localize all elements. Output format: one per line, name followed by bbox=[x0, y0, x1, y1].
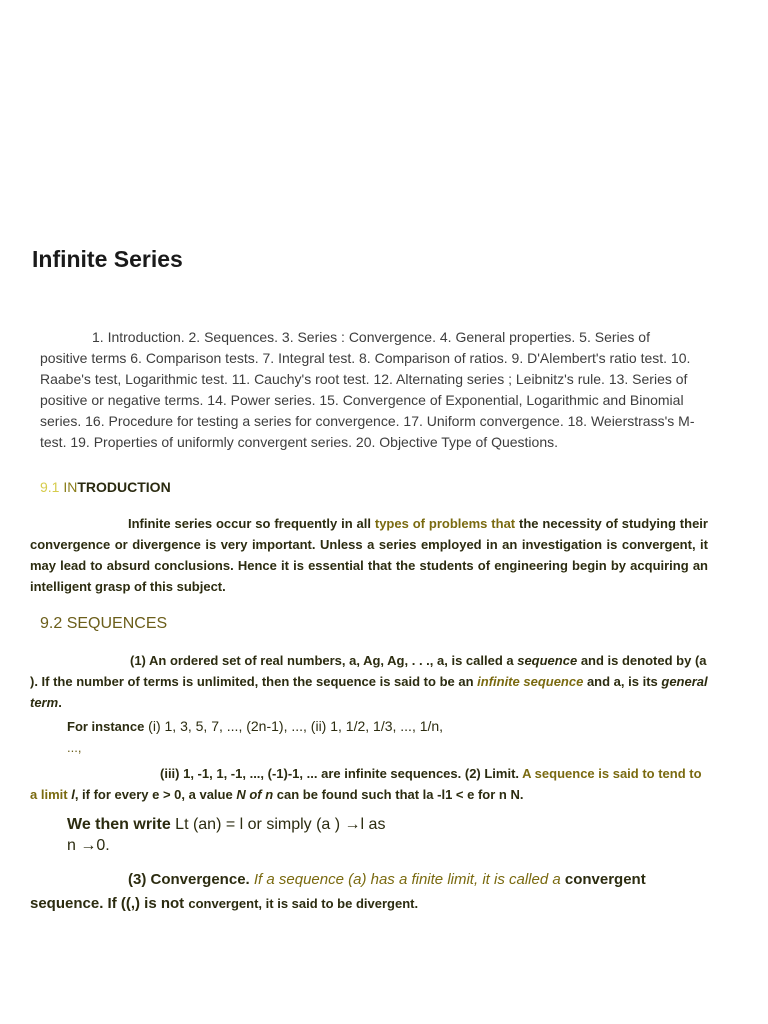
limit-text-e: can be found such that la -l1 < e for n N. bbox=[273, 787, 524, 802]
instance-text: (i) 1, 3, 5, 7, ..., (2n-1), ..., (ii) 1, 1/2, 1/3, ..., 1/n, bbox=[144, 718, 444, 734]
section-heading-prefix: IN bbox=[63, 479, 78, 495]
limit-text-b: A sequence is said to tend to a limit bbox=[30, 766, 702, 802]
write-label: We then write bbox=[67, 816, 171, 833]
conv-heading: (3) Convergence. bbox=[128, 871, 250, 888]
seq-text-a: (1) An ordered set of real numbers, a, Ag, Ag, . . ., a, is called a bbox=[130, 653, 518, 668]
examples-ellipsis: ..., bbox=[67, 740, 82, 755]
write-text: Lt (an) = l or simply (a ) →l as bbox=[170, 816, 386, 833]
limit-notation-line-2: n →0. bbox=[67, 837, 110, 854]
seq-term-sequence: sequence bbox=[517, 653, 578, 668]
seq-text-c: and a, is its bbox=[583, 674, 662, 689]
seq-text-d: . bbox=[58, 695, 62, 710]
intro-text-a: Infinite series occur so frequently in all bbox=[128, 516, 375, 531]
introduction-paragraph bbox=[30, 513, 708, 597]
section-heading-introduction bbox=[40, 479, 171, 495]
limit-symbol-l: l bbox=[71, 787, 75, 802]
intro-text-b: types of problems that bbox=[374, 516, 516, 531]
examples-line bbox=[67, 716, 707, 737]
conv-term: convergent bbox=[564, 871, 646, 888]
conv-text-e: convergent, it is said to be divergent. bbox=[188, 896, 419, 911]
seq-text-b: and is denoted by (a ). If the number of terms is unlimited, then the sequence is said to be an bbox=[30, 653, 707, 689]
limit-symbol-n: n bbox=[265, 787, 274, 802]
chapter-contents: 1. Introduction. 2. Sequences. 3. Series : Convergence. 4. General properties. 5. Series of positive terms 6. Comparison tests. 7. Integral test. 8. Comparison of ratios. 9. D'Alembert's ratio test. 10. Raabe's test, Logarithmic test. 11. Cauchy's root test. 12. Alternating series ; Leibnitz's rule. 13. Series of positive or negative terms. 14. Power series. 15. Convergence of Exponential, Logarithmic and Binomial series. 16. Procedure for testing a series for convergence. 17. Uniform convergence. 18. Weierstrass's M-test. 19. Properties of uniformly convergent series. 20. Objective Type of Questions. bbox=[40, 329, 695, 450]
limit-symbol-N: N bbox=[236, 787, 246, 802]
sequence-definition-paragraph bbox=[30, 650, 708, 713]
page-title: Infinite Series bbox=[32, 246, 183, 272]
instance-label: For instance bbox=[67, 719, 145, 734]
convergence-paragraph bbox=[30, 868, 708, 916]
limit-text-a: (iii) 1, -1, 1, -1, ..., (-1)-1, ... are infinite sequences. (2) Limit. bbox=[160, 766, 520, 781]
limit-text-c: , if for every e > 0, a value bbox=[74, 787, 237, 802]
conv-text-d: sequence. If ((,) is not bbox=[30, 895, 189, 912]
section-number: 9.1 bbox=[40, 479, 60, 495]
limit-text-d: of bbox=[245, 787, 266, 802]
seq-term-infinite: infinite sequence bbox=[477, 674, 584, 689]
limit-paragraph bbox=[30, 763, 708, 805]
section-heading-rest: TRODUCTION bbox=[77, 479, 171, 495]
intro-text-c: the necessity of studying their convergence or divergence is very important. Unless a series employed in an investigation is convergent, it may lead to absurd conclusions. Hence it is essential that the students of engineering begin by acquiring an intelligent grasp of this subject. bbox=[30, 516, 708, 594]
seq-term-general: general term bbox=[30, 674, 708, 710]
conv-text-b: If a sequence (a) has a finite limit, it is called a bbox=[249, 871, 565, 888]
limit-notation-line bbox=[67, 812, 385, 837]
section-heading-sequences: 9.2 SEQUENCES bbox=[40, 615, 168, 632]
